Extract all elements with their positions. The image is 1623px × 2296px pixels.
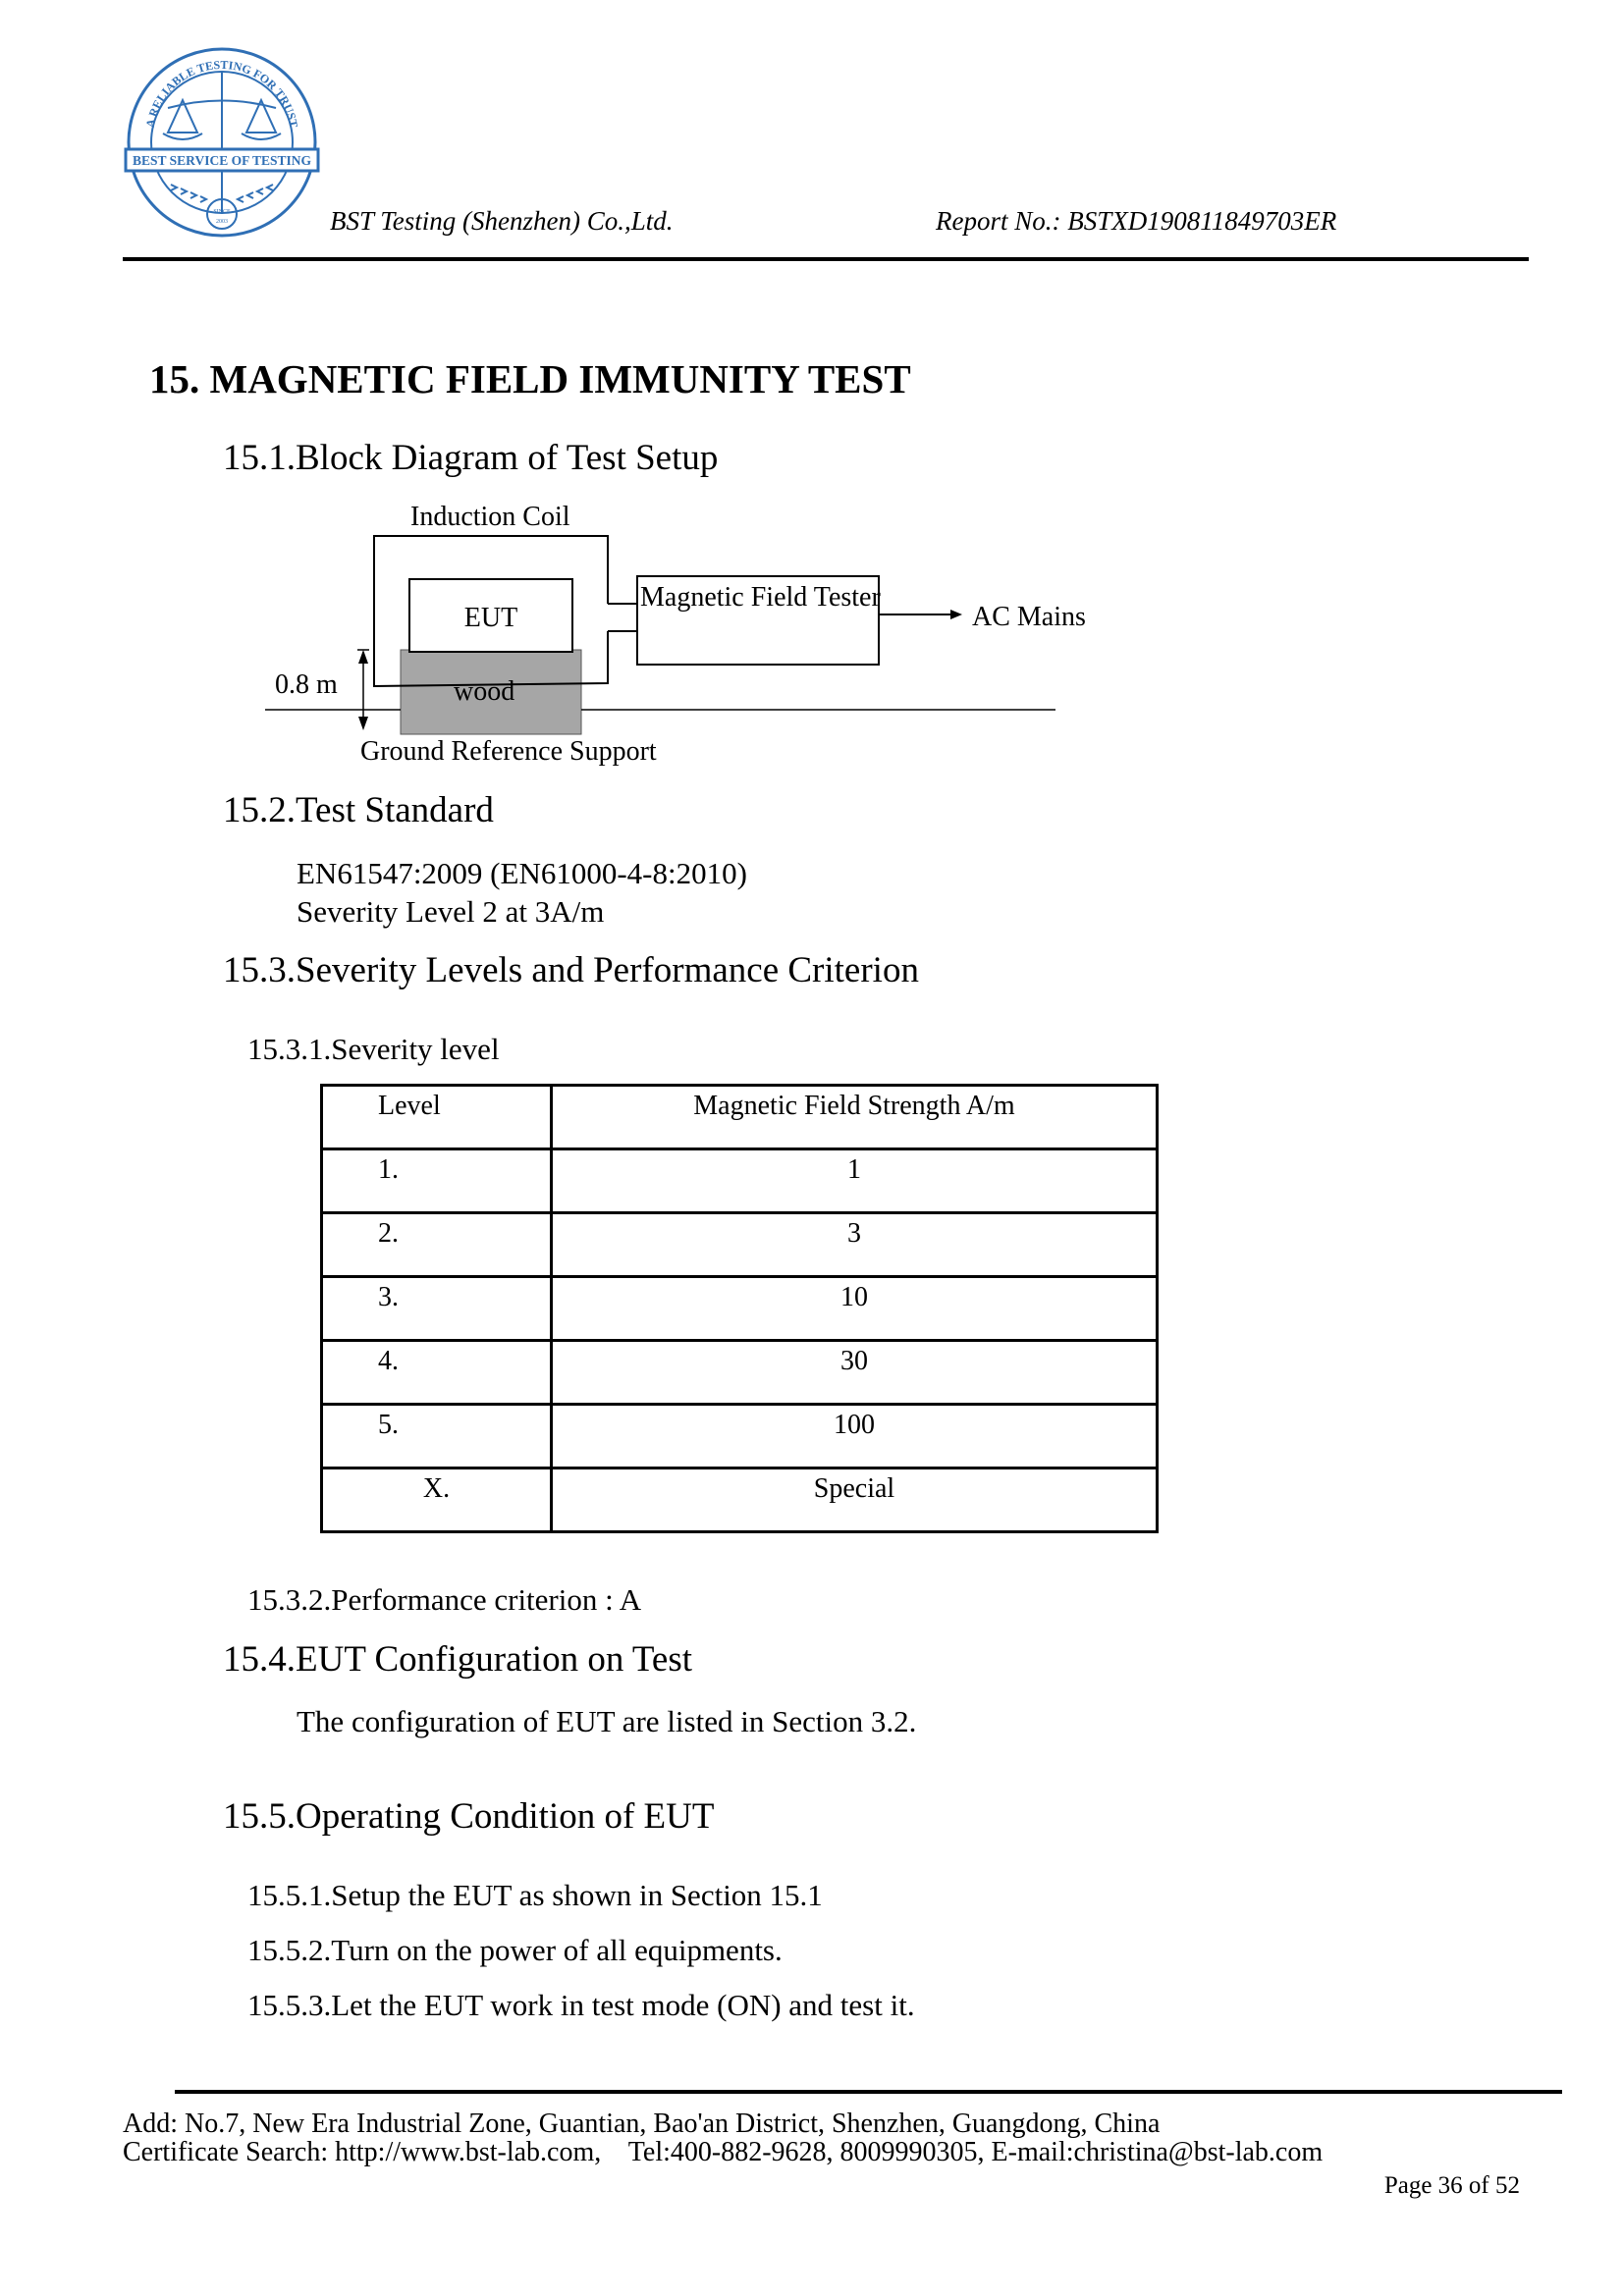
logo-year-text: 2003 [216,219,228,225]
table-row [322,1149,1158,1213]
arrow-up-icon [358,650,368,664]
subsection-15-2-title: 15.2.Test Standard [223,790,494,830]
level-cell: 3. [322,1277,552,1341]
report-number: Report No.: BSTXD190811849703ER [936,206,1337,236]
company-logo [124,39,320,245]
table-row [322,1277,1158,1341]
level-cell: X. [322,1468,552,1532]
eut-configuration-text: The configuration of EUT are listed in Section 3.2. [297,1704,917,1738]
subsection-15-4-title: 15.4.EUT Configuration on Test [223,1639,693,1680]
table-header-row [322,1086,1158,1149]
severity-table [320,1084,1159,1533]
subsection-15-3-1-title: 15.3.1.Severity level [247,1032,500,1066]
strength-cell: 30 [552,1341,1158,1405]
column-header-strength: Magnetic Field Strength A/m [552,1086,1158,1149]
height-label: 0.8 m [275,669,338,700]
table-row [322,1213,1158,1277]
level-cell: 1. [322,1149,552,1213]
logo-since-text: SINCE [213,209,231,215]
logo-ring-text: A RELIABLE TESTING FOR TRUST [142,57,301,130]
strength-cell: 100 [552,1405,1158,1468]
test-standard-line: EN61547:2009 (EN61000-4-8:2010) [297,856,747,890]
ground-reference-label: Ground Reference Support [360,736,657,766]
operating-step: 15.5.1.Setup the EUT as shown in Section 15.1 [247,1878,823,1912]
wood-label: wood [454,676,515,707]
arrow-down-icon [358,717,368,730]
severity-level-line: Severity Level 2 at 3A/m [297,894,605,929]
eut-label: EUT [463,603,518,633]
column-header-level: Level [322,1086,552,1149]
company-name: BST Testing (Shenzhen) Co.,Ltd. [330,206,674,236]
subsection-15-5-title: 15.5.Operating Condition of EUT [223,1796,715,1837]
ac-mains-label: AC Mains [972,602,1086,632]
arrow-head-icon [950,610,962,619]
footer-contact: Certificate Search: http://www.bst-lab.com, Tel:400-882-9628, 8009990305, E-mail:christina@bst-lab.com [123,2137,1324,2167]
block-diagram [255,491,1139,766]
operating-step: 15.5.2.Turn on the power of all equipments. [247,1933,783,1967]
subsection-15-1-title: 15.1.Block Diagram of Test Setup [223,438,719,478]
table-row [322,1468,1158,1532]
footer-divider [175,2090,1562,2094]
section-title: 15. MAGNETIC FIELD IMMUNITY TEST [149,356,911,401]
level-cell: 2. [322,1213,552,1277]
magnetic-field-tester-label: Magnetic Field Tester [640,582,881,613]
logo-banner-text: BEST SERVICE OF TESTING [133,153,311,168]
induction-coil-label: Induction Coil [410,502,570,532]
subsection-15-3-title: 15.3.Severity Levels and Performance Criterion [223,950,919,990]
strength-cell: 10 [552,1277,1158,1341]
strength-cell: Special [552,1468,1158,1532]
table-row [322,1341,1158,1405]
strength-cell: 1 [552,1149,1158,1213]
header-divider [123,257,1529,261]
footer-address: Add: No.7, New Era Industrial Zone, Guantian, Bao'an District, Shenzhen, Guangdong, China [123,2109,1161,2139]
strength-cell: 3 [552,1213,1158,1277]
page-number: Page 36 of 52 [1383,2172,1520,2199]
performance-criterion: 15.3.2.Performance criterion : A [247,1582,642,1617]
table-row [322,1405,1158,1468]
operating-step: 15.5.3.Let the EUT work in test mode (ON) and test it. [247,1988,915,2022]
level-cell: 4. [322,1341,552,1405]
level-cell: 5. [322,1405,552,1468]
